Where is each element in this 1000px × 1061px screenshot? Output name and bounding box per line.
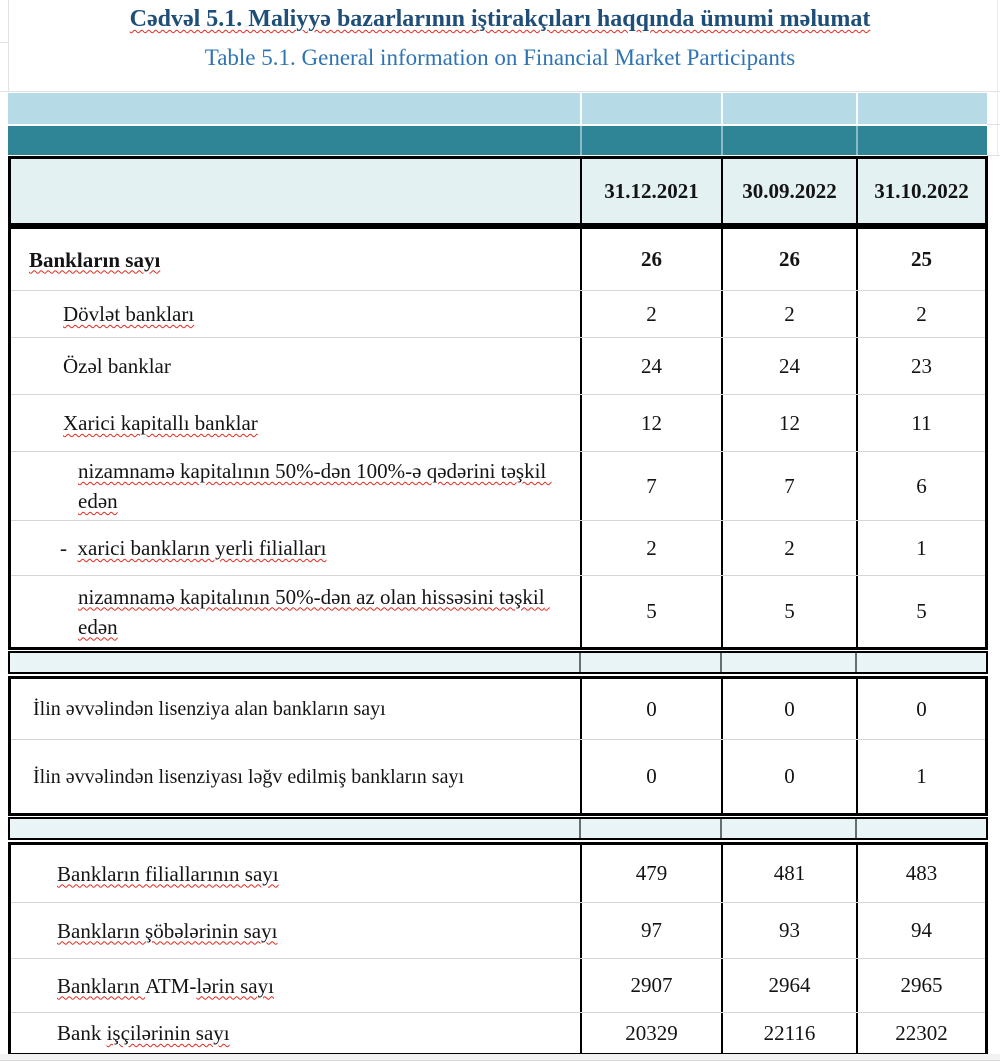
separator-cell bbox=[855, 819, 984, 838]
label-text: işçilərinin sayı bbox=[106, 1021, 230, 1045]
row-value: 11 bbox=[856, 395, 985, 451]
band-divider bbox=[580, 93, 582, 124]
row-value: 12 bbox=[580, 395, 721, 451]
band-divider bbox=[856, 126, 858, 155]
table-body bbox=[8, 226, 988, 1056]
row-value: 2964 bbox=[721, 959, 856, 1012]
row-value: 6 bbox=[856, 452, 985, 520]
row-value: 0 bbox=[856, 679, 985, 739]
col-header-empty bbox=[11, 159, 580, 223]
band-divider bbox=[856, 93, 858, 124]
row-value: 24 bbox=[721, 338, 856, 394]
row-value: 94 bbox=[856, 903, 985, 958]
label-text: İlin əvvəlindən lisenziyası ləğv edilmiş bankların sayı bbox=[33, 765, 465, 788]
separator-cell bbox=[855, 653, 984, 672]
row-value: 20329 bbox=[580, 1013, 721, 1053]
row-value: 1 bbox=[856, 521, 985, 575]
label-text: Bank bbox=[57, 1021, 107, 1045]
separator-cell bbox=[720, 653, 855, 672]
row-value: 0 bbox=[580, 740, 721, 813]
table-row bbox=[11, 575, 985, 647]
table-row bbox=[11, 451, 985, 520]
col-header-date-3: 31.10.2022 bbox=[856, 159, 985, 223]
label-text: nizamnamə kapitalının 50%-dən 100%-ə qədərini təşkil edən bbox=[78, 459, 552, 513]
label-text: Bankların şöbələrinin sayı bbox=[57, 918, 278, 943]
label-text: İlin əvvəlindən lisenziya alan bankların sayı bbox=[33, 698, 386, 720]
table-row bbox=[11, 679, 985, 739]
row-value: 5 bbox=[856, 576, 985, 647]
label-text: Dövlət bankları bbox=[63, 302, 195, 326]
bottom-margin-strip bbox=[0, 1054, 1000, 1061]
gridline bbox=[987, 155, 1000, 156]
table-row bbox=[11, 902, 985, 958]
table-row bbox=[11, 739, 985, 813]
table-row bbox=[11, 229, 985, 290]
row-value: 23 bbox=[856, 338, 985, 394]
separator-cell bbox=[579, 653, 720, 672]
separator-cell bbox=[579, 819, 720, 838]
label-text: Bankların bbox=[57, 973, 146, 998]
row-label bbox=[11, 845, 580, 902]
column-header-row bbox=[8, 156, 988, 226]
row-value: 479 bbox=[580, 845, 721, 902]
row-value: 5 bbox=[580, 576, 721, 647]
row-value: 22302 bbox=[856, 1013, 985, 1053]
label-text: Xarici kapitallı banklar bbox=[63, 411, 258, 435]
table-title-azerbaijani: Cədvəl 5.1. Maliyyə bazarlarının iştirakçıları haqqında ümumi məlumat bbox=[129, 6, 871, 32]
row-label bbox=[11, 338, 580, 394]
label-text: Özəl banklar bbox=[63, 354, 171, 378]
separator-cell bbox=[10, 653, 579, 672]
gridline bbox=[987, 124, 1000, 125]
label-text: lərin sayı bbox=[196, 973, 274, 998]
label-text: Bankların sayı bbox=[29, 247, 161, 272]
label-text: Bankların filiallarının sayı bbox=[57, 861, 279, 886]
separator-cell bbox=[720, 819, 855, 838]
row-label bbox=[11, 229, 580, 290]
row-value: 481 bbox=[721, 845, 856, 902]
row-label bbox=[11, 740, 580, 813]
row-label bbox=[11, 452, 580, 520]
label-text: nizamnamə kapitalının 50%-dən az olan hissəsini təşkil edən bbox=[78, 584, 550, 639]
header-band-teal bbox=[8, 126, 987, 155]
row-label bbox=[11, 395, 580, 451]
section-separator bbox=[8, 817, 988, 840]
separator-cell bbox=[10, 819, 579, 838]
band-divider bbox=[721, 93, 723, 124]
row-label bbox=[11, 903, 580, 958]
row-label bbox=[11, 291, 580, 337]
table-row bbox=[11, 1012, 985, 1053]
row-label bbox=[11, 521, 580, 575]
row-value: 483 bbox=[856, 845, 985, 902]
row-label bbox=[11, 679, 580, 739]
table-title-english: Table 5.1. General information on Financial Market Participants bbox=[204, 45, 796, 70]
row-value: 12 bbox=[721, 395, 856, 451]
row-value: 2 bbox=[721, 291, 856, 337]
gridline bbox=[8, 0, 9, 92]
table-row bbox=[11, 958, 985, 1012]
row-value: 2 bbox=[721, 521, 856, 575]
row-value: 2965 bbox=[856, 959, 985, 1012]
row-value: 7 bbox=[580, 452, 721, 520]
row-label bbox=[11, 576, 580, 647]
row-label bbox=[11, 1013, 580, 1053]
table-row bbox=[11, 845, 985, 902]
row-value: 7 bbox=[721, 452, 856, 520]
row-value: 2907 bbox=[580, 959, 721, 1012]
label-text: ATM- bbox=[145, 973, 197, 998]
table-section-banks-count bbox=[8, 226, 988, 650]
gridline bbox=[997, 0, 998, 156]
row-value: 2 bbox=[856, 291, 985, 337]
table-row bbox=[11, 337, 985, 394]
table-row bbox=[11, 394, 985, 451]
row-value: 97 bbox=[580, 903, 721, 958]
band-divider bbox=[721, 126, 723, 155]
table-row bbox=[11, 290, 985, 337]
section-separator bbox=[8, 651, 988, 674]
label-text: xarici bankların yerli filialları bbox=[77, 536, 327, 560]
row-label bbox=[11, 959, 580, 1012]
row-value: 25 bbox=[856, 229, 985, 290]
row-value: 2 bbox=[580, 291, 721, 337]
table-row bbox=[11, 520, 985, 575]
band-divider bbox=[580, 126, 582, 155]
header-band-light bbox=[8, 93, 987, 124]
gridline bbox=[0, 91, 1000, 92]
row-value: 2 bbox=[580, 521, 721, 575]
table-section-network bbox=[8, 842, 988, 1056]
row-value: 5 bbox=[721, 576, 856, 647]
col-header-date-2: 30.09.2022 bbox=[721, 159, 856, 223]
row-value: 0 bbox=[721, 740, 856, 813]
row-value: 93 bbox=[721, 903, 856, 958]
label-text: - bbox=[60, 536, 78, 560]
gridline bbox=[0, 42, 8, 43]
table-section-licenses bbox=[8, 676, 988, 816]
row-value: 0 bbox=[721, 679, 856, 739]
row-value: 24 bbox=[580, 338, 721, 394]
row-value: 0 bbox=[580, 679, 721, 739]
row-value: 26 bbox=[580, 229, 721, 290]
row-value: 26 bbox=[721, 229, 856, 290]
row-value: 1 bbox=[856, 740, 985, 813]
row-value: 22116 bbox=[721, 1013, 856, 1053]
col-header-date-1: 31.12.2021 bbox=[580, 159, 721, 223]
